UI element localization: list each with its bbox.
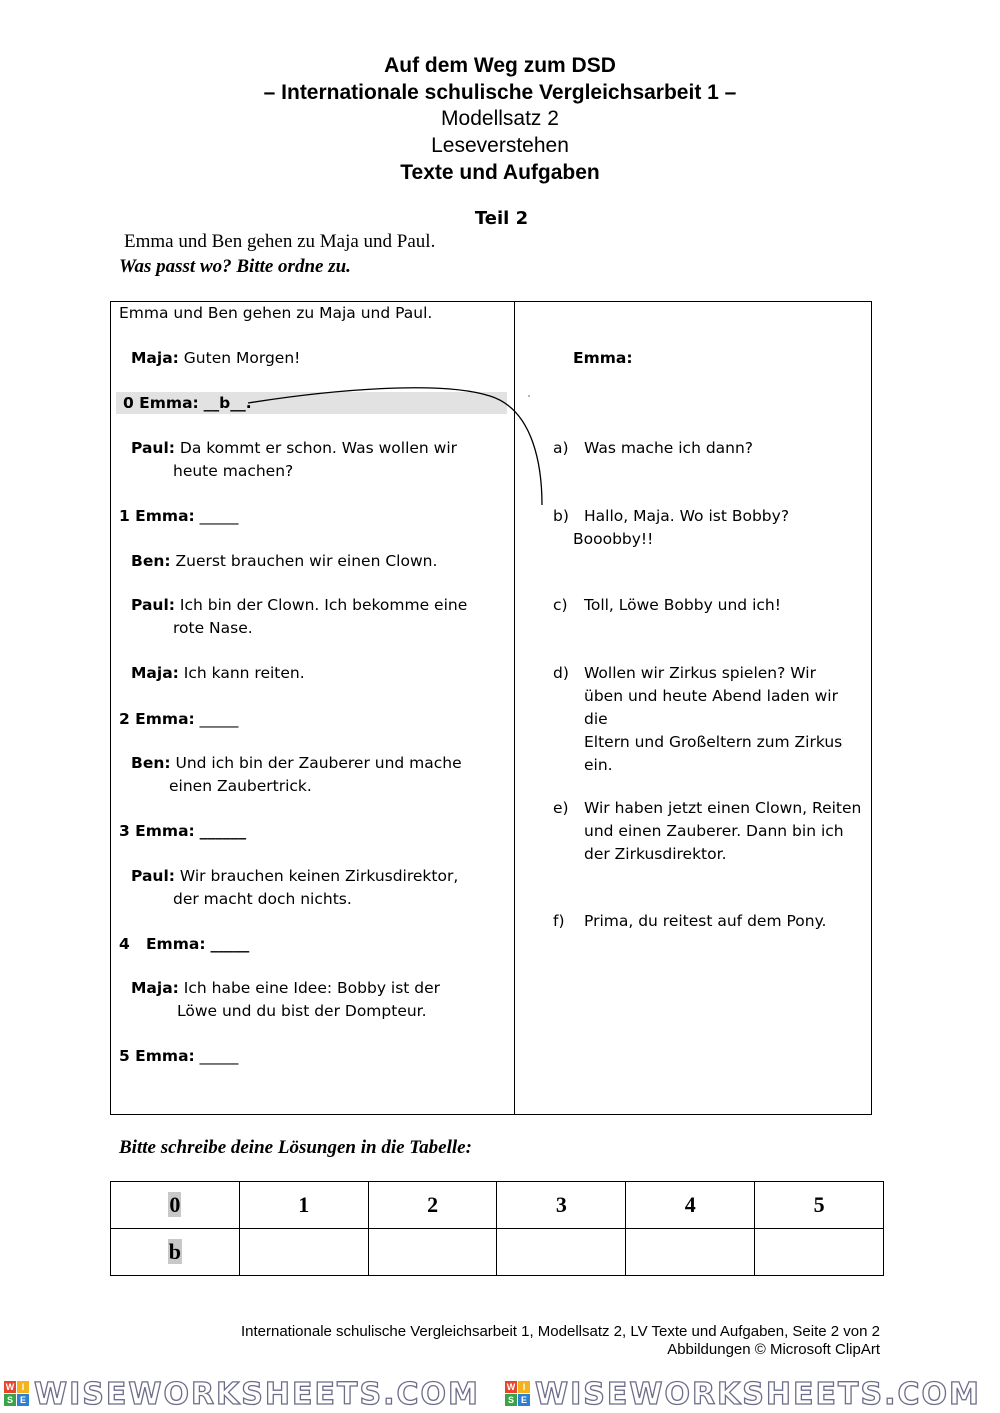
title-line-4: Leseverstehen: [431, 134, 569, 157]
utterance: Und ich bin der Zauberer und mache: [175, 754, 462, 772]
solution-header-cell: 4: [626, 1182, 755, 1229]
option-text: Was mache ich dann?: [584, 439, 754, 457]
utterance-continued: einen Zaubertrick.: [169, 777, 312, 795]
option-label: d): [553, 664, 569, 682]
section-title: Teil 2: [474, 208, 529, 229]
logo-letter: E: [17, 1394, 29, 1406]
option-label: e): [553, 799, 569, 817]
brand-text: WISEWORKSHEETS.COM: [535, 1377, 981, 1412]
solution-header-cell: 1: [239, 1182, 368, 1229]
logo-letter: I: [17, 1381, 29, 1393]
option-text: Toll, Löwe Bobby und ich!: [584, 596, 781, 614]
section-instruction: Was passt wo? Bitte ordne zu.: [119, 256, 351, 277]
answer-blank: _____: [210, 935, 250, 953]
answer-blank: _____: [199, 1047, 239, 1065]
option-label: c): [553, 596, 568, 614]
solution-prompt: Bitte schreibe deine Lösungen in die Tabelle:: [119, 1137, 472, 1158]
dialogue-intro: Emma und Ben gehen zu Maja und Paul.: [119, 304, 433, 322]
option-text: ein.: [584, 756, 613, 774]
utterance: Guten Morgen!: [183, 349, 301, 367]
speaker: Ben:: [131, 552, 171, 570]
section-intro: Emma und Ben gehen zu Maja und Paul.: [124, 231, 436, 252]
option-label: b): [553, 507, 569, 525]
title-line-2: – Internationale schulische Vergleichsarbeit 1 –: [263, 81, 737, 104]
utterance-continued: Löwe und du bist der Dompteur.: [177, 1002, 427, 1020]
solution-header-cell: 5: [755, 1182, 884, 1229]
solution-header-cell: [111, 1182, 240, 1229]
footer-line-2: Abbildungen © Microsoft ClipArt: [667, 1341, 880, 1358]
solution-table: [110, 1181, 884, 1276]
utterance: Ich bin der Clown. Ich bekomme eine: [179, 596, 468, 614]
option-text: üben und heute Abend laden wir die: [584, 687, 838, 728]
speaker: Paul:: [131, 439, 175, 457]
speaker: Maja:: [131, 664, 179, 682]
solution-header-row: [111, 1182, 884, 1229]
solution-answer-cell: [111, 1229, 240, 1276]
solution-answer-cell[interactable]: [497, 1229, 626, 1276]
option-text: Booobby!!: [573, 530, 654, 548]
option-text: der Zirkusdirektor.: [584, 845, 727, 863]
speaker: 2 Emma:: [119, 710, 195, 728]
options-header: Emma:: [573, 349, 633, 367]
logo-letter: S: [4, 1394, 16, 1406]
option-text: Prima, du reitest auf dem Pony.: [584, 912, 827, 930]
option-text: und einen Zauberer. Dann bin ich: [584, 822, 844, 840]
option-text: Hallo, Maja. Wo ist Bobby?: [584, 507, 790, 525]
answer-blank: ______: [199, 822, 247, 840]
brand-logo-icon: [4, 1381, 30, 1407]
speaker: Maja:: [131, 979, 179, 997]
answer-0: b: [168, 1239, 182, 1264]
utterance-continued: heute machen?: [173, 462, 294, 480]
speaker: 0 Emma:: [123, 394, 199, 412]
logo-letter: W: [5, 1382, 15, 1392]
speaker: 1 Emma:: [119, 507, 195, 525]
option-label: a): [553, 439, 569, 457]
brand-logo-icon: [505, 1381, 531, 1407]
brand-bar: [0, 1375, 1000, 1413]
title-line-5: Texte und Aufgaben: [400, 161, 600, 184]
utterance: Da kommt er schon. Was wollen wir: [179, 439, 458, 457]
speaker: 5 Emma:: [119, 1047, 195, 1065]
solution-answer-cell[interactable]: [626, 1229, 755, 1276]
solution-answer-row: [111, 1229, 884, 1276]
utterance: Wir brauchen keinen Zirkusdirektor,: [179, 867, 459, 885]
option-text: Eltern und Großeltern zum Zirkus: [584, 733, 843, 751]
logo-letter: W: [506, 1382, 516, 1392]
answer-blank: _____: [199, 507, 239, 525]
speaker: Paul:: [131, 867, 175, 885]
option-text: Wollen wir Zirkus spielen? Wir: [584, 664, 816, 682]
speaker: 4 Emma:: [119, 935, 206, 953]
utterance: Ich kann reiten.: [183, 664, 305, 682]
option-text: Wir haben jetzt einen Clown, Reiten: [584, 799, 862, 817]
solution-answer-cell[interactable]: [755, 1229, 884, 1276]
solution-answer-cell[interactable]: [239, 1229, 368, 1276]
speaker: 3 Emma:: [119, 822, 195, 840]
logo-letter: S: [505, 1394, 517, 1406]
utterance: Zuerst brauchen wir einen Clown.: [175, 552, 438, 570]
title-line-1: Auf dem Weg zum DSD: [384, 54, 616, 77]
utterance-continued: rote Nase.: [173, 619, 253, 637]
utterance: Ich habe eine Idee: Bobby ist der: [183, 979, 441, 997]
logo-letter: I: [518, 1381, 530, 1393]
option-label: f): [553, 912, 565, 930]
solution-header-cell: 3: [497, 1182, 626, 1229]
speaker: Ben:: [131, 754, 171, 772]
title-line-3: Modellsatz 2: [441, 107, 559, 130]
speaker: Paul:: [131, 596, 175, 614]
header-0: 0: [169, 1192, 181, 1217]
answer-blank: _____: [199, 710, 239, 728]
logo-letter: E: [518, 1394, 530, 1406]
speaker: Maja:: [131, 349, 179, 367]
solution-answer-cell[interactable]: [368, 1229, 497, 1276]
footer-line-1: Internationale schulische Vergleichsarbeit 1, Modellsatz 2, LV Texte und Aufgaben, Seite 2 von 2: [240, 1323, 880, 1340]
solution-header-cell: 2: [368, 1182, 497, 1229]
example-answer: __b__.: [203, 394, 252, 412]
brand-text: WISEWORKSHEETS.COM: [34, 1377, 480, 1412]
utterance-continued: der macht doch nichts.: [173, 890, 352, 908]
